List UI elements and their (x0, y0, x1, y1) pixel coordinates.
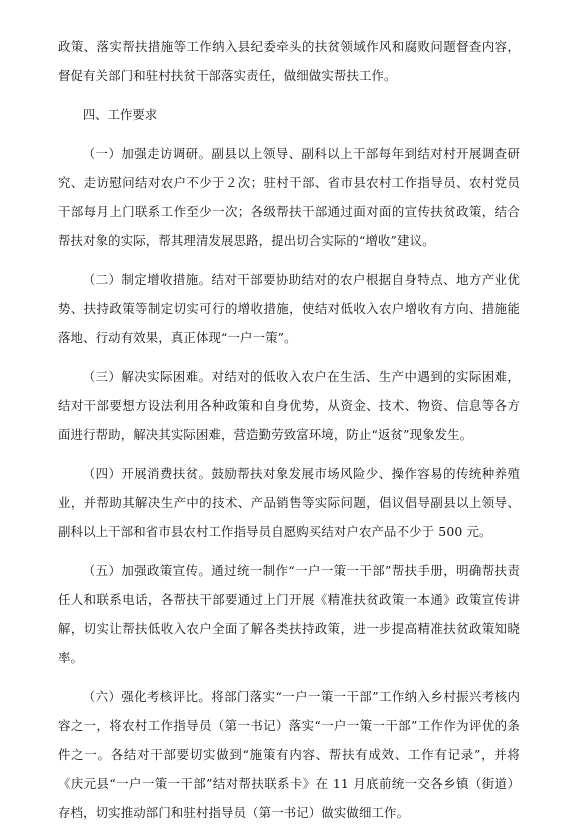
intro-paragraph: 政策、落实帮扶措施等工作纳入县纪委牵头的扶贫领域作风和腐败问题督查内容，督促有关部门和驻村扶贫干部落实责任，做细做实帮扶工作。 (58, 39, 520, 83)
paragraph-income-measures: （二）制定增收措施。结对干部要协助结对的农户根据自身特点、地方产业优势、扶持政策等制定切实可行的增收措施，使结对低收入农户增收有方向、措施能落地、行动有效果，真正体现“一户一策”。 (58, 272, 520, 345)
paragraph-consumption: （四）开展消费扶贫。鼓励帮扶对象发展市场风险少、操作容易的传统种养殖业，并帮助其解决生产中的技术、产品销售等实际问题，倡议倡导副县以上领导、副科以上干部和省市县农村工作指导员自愿购买结对户农产品不少于 500 元。 (58, 466, 520, 539)
paragraph-visits: （一）加强走访调研。副县以上领导、副科以上干部每年到结对村开展调查研究、走访慰问结对农户不少于２次；驻村干部、省市县农村工作指导员、农村党员干部每月上门联系工作至少一次；各级帮扶干部通过面对面的宣传扶贫政策，结合帮扶对象的实际，帮其理清发展思路，提出切合实际的“增收”建议。 (58, 146, 520, 248)
section-heading: 四、工作要求 (82, 107, 158, 122)
paragraph-difficulties: （三）解决实际困难。对结对的低收入农户在生活、生产中遇到的实际困难，结对干部要想方设法利用各种政策和自身优势，从资金、技术、物资、信息等各方面进行帮助，解决其实际困难，营造勤劳致富环境，防止“返贫”现象发生。 (58, 369, 520, 442)
paragraph-policy-publicity: （五）加强政策宣传。通过统一制作“一户一策一干部”帮扶手册，明确帮扶责任人和联系电话，各帮扶干部要通过上门开展《精准扶贫政策一本通》政策宣传讲解，切实让帮扶低收入农户全面了解各类扶持政策，进一步提高精准扶贫政策知晓率。 (58, 563, 520, 665)
paragraph-assessment: （六）强化考核评比。将部门落实“一户一策一干部”工作纳入乡村振兴考核内容之一，将农村工作指导员（第一书记）落实“一户一策一干部”工作作为评优的条件之一。各结对干部要切实做到“施策有内容、帮扶有成效、工作有记录”，并将《庆元县“一户一策一干部”结对帮扶联系卡》在 11 月底前统一交各乡镇（街道）存档，切实推动部门和驻村指导员（第一书记）做实做细工作。 (58, 689, 520, 820)
